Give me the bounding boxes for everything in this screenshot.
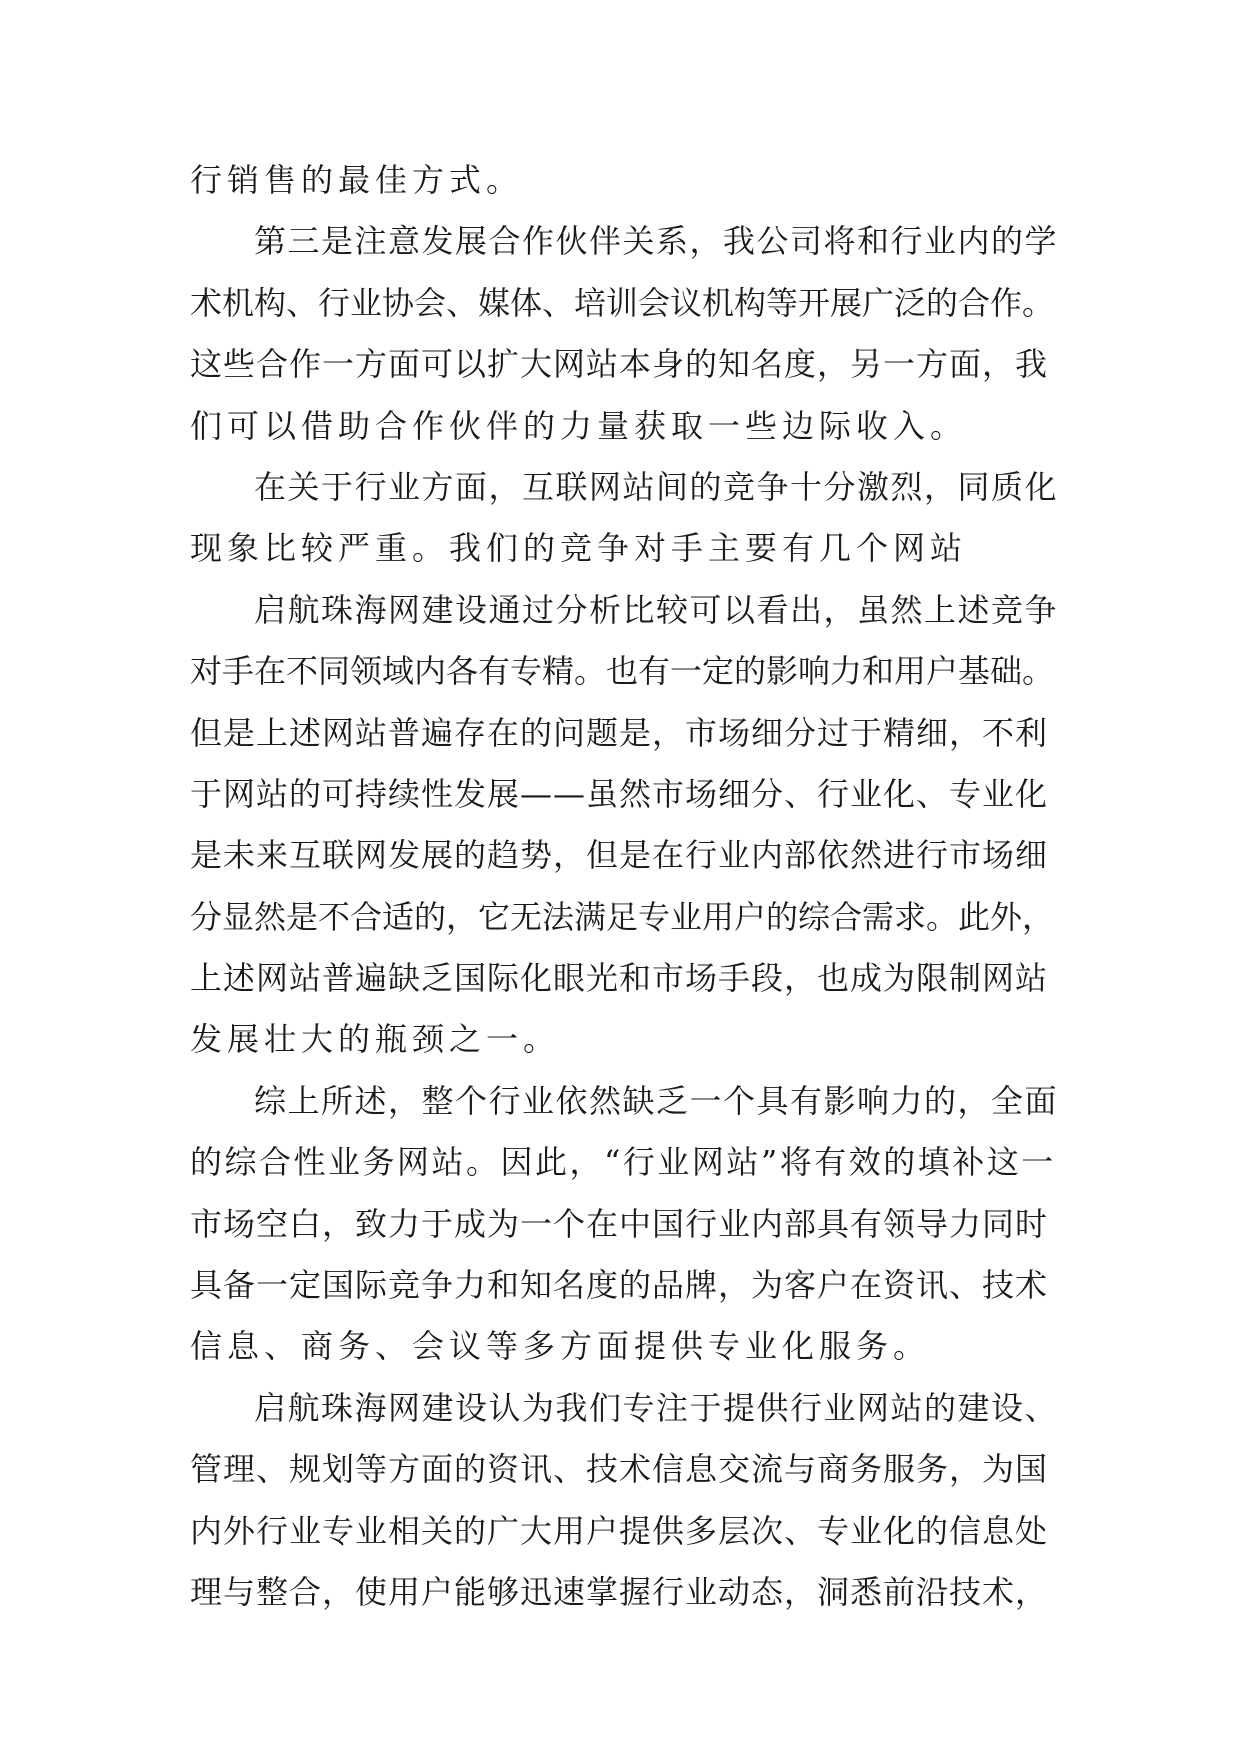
text-line: 管理、规划等方面的资讯、技术信息交流与商务服务，为国 [190, 1450, 1049, 1489]
text-line: 具备一定国际竞争力和知名度的品牌，为客户在资讯、技术 [190, 1266, 1049, 1305]
text-line: 分显然是不合适的，它无法满足专业用户的综合需求。此外， [190, 897, 1055, 936]
paragraph-first-line: 综上所述，整个行业依然缺乏一个具有影响力的，全面 [254, 1081, 1059, 1120]
text-line: 们可以借助合作伙伴的力量获取一些边际收入。 [190, 406, 968, 445]
paragraph-first-line: 第三是注意发展合作伙伴关系，我公司将和行业内的学 [254, 222, 1059, 261]
paragraph-first-line: 启航珠海网建设通过分析比较可以看出，虽然上述竞争 [254, 590, 1059, 629]
text-line: 现象比较严重。我们的竞争对手主要有几个网站 [190, 529, 968, 568]
text-line: 内外行业专业相关的广大用户提供多层次、专业化的信息处 [190, 1511, 1049, 1550]
paragraph-first-line: 在关于行业方面，互联网站间的竞争十分激烈，同质化 [254, 467, 1059, 506]
text-line: 这些合作一方面可以扩大网站本身的知名度，另一方面，我 [190, 345, 1049, 384]
text-line: 但是上述网站普遍存在的问题是，市场细分过于精细，不利 [190, 713, 1049, 752]
text-line: 行销售的最佳方式。 [190, 161, 524, 199]
text-line: 的综合性业务网站。因此，“行业网站”将有效的填补这一 [190, 1143, 1056, 1182]
body-text [190, 150, 1060, 1623]
text-line: 理与整合，使用户能够迅速掌握行业动态，洞悉前沿技术， [190, 1572, 1049, 1611]
text-line: 发展壮大的瓶颈之一。 [190, 1020, 561, 1059]
text-line: 于网站的可持续性发展——虽然市场细分、行业化、专业化 [190, 774, 1049, 813]
text-line: 信息、商务、会议等多方面提供专业化服务。 [190, 1327, 931, 1366]
text-line: 是未来互联网发展的趋势，但是在行业内部依然进行市场细 [190, 836, 1049, 875]
text-line: 上述网站普遍缺乏国际化眼光和市场手段，也成为限制网站 [190, 959, 1049, 998]
text-line: 市场空白，致力于成为一个在中国行业内部具有领导力同时 [190, 1204, 1049, 1243]
text-line: 对手在不同领域内各有专精。也有一定的影响力和用户基础。 [190, 652, 1055, 691]
paragraph-first-line: 启航珠海网建设认为我们专注于提供行业网站的建设、 [254, 1388, 1059, 1427]
text-line: 术机构、行业协会、媒体、培训会议机构等开展广泛的合作。 [190, 283, 1055, 322]
